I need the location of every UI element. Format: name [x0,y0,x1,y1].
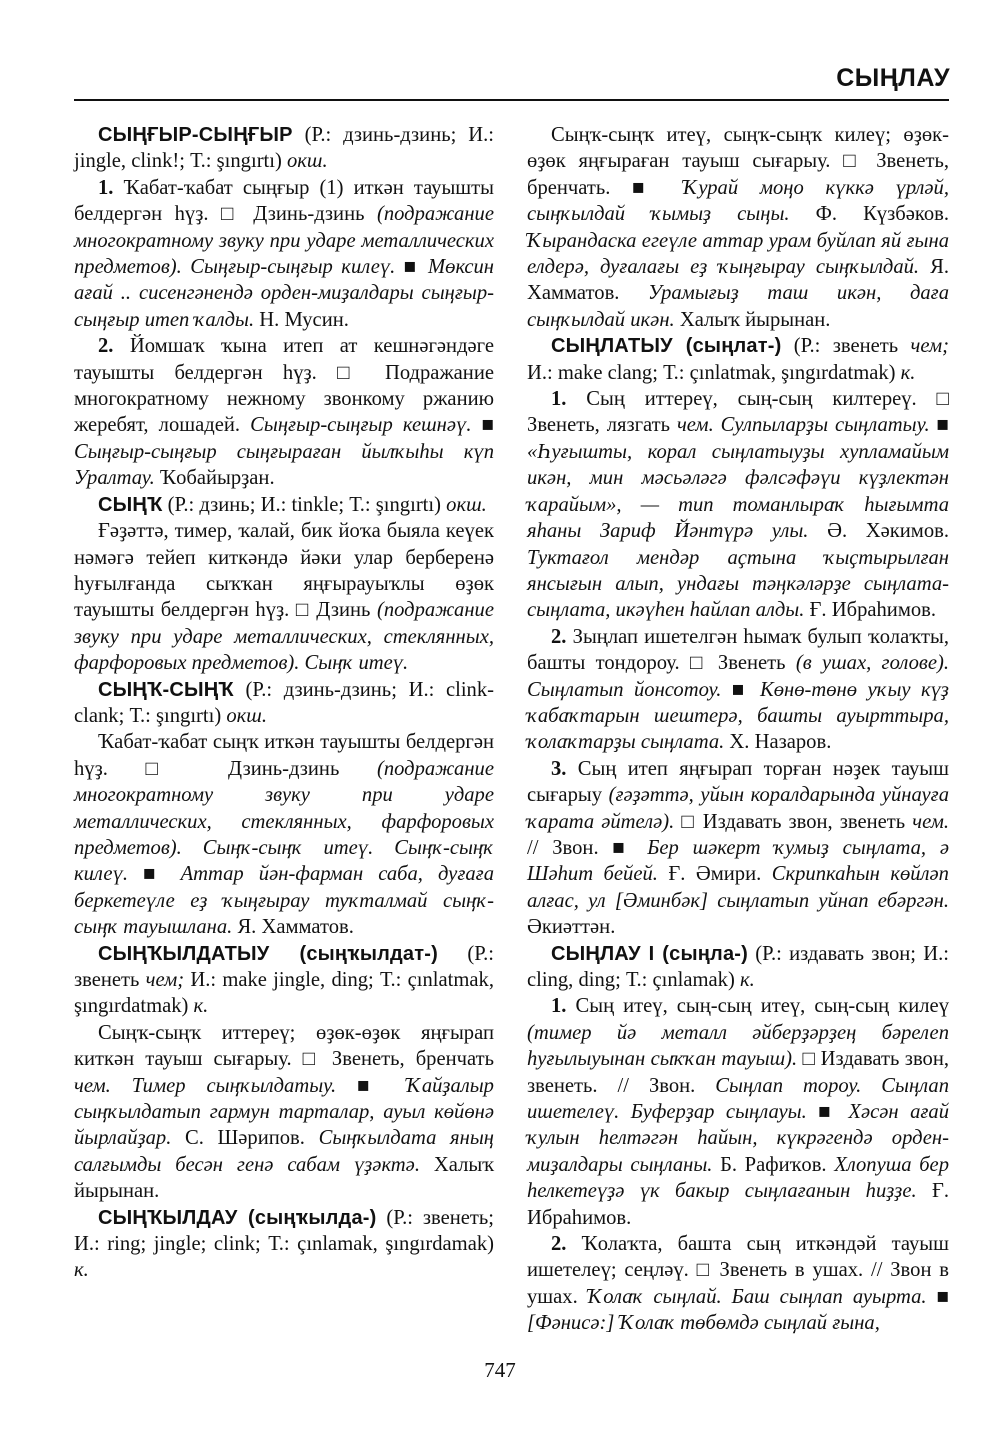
text-run: Ғ. Ибраһимов. [527,1180,949,1229]
italic-text: [Фәнисә:] Ҡолаҡ төбөмдә сыңлай ғына, [527,1312,880,1335]
text-run: Халыҡ йырынан. [674,308,831,331]
text-run: ■ [926,1285,950,1308]
sense-number: 1. [551,388,567,411]
text-run: Ҡабат-ҡабат сыңҡ иткән тауышты белдергән һүҙ. □ Дзинь-дзинь [74,731,494,780]
text-run: ■ [395,256,429,279]
text-run: С. Шәрипов. [171,1127,319,1150]
right-column [527,122,949,1337]
italic-text: чем. [912,810,949,833]
text-run: Сыңҡ-сыңҡ итеү, сыңҡ-сыңҡ килеү; өҙөк-өҙөк яңғыраған тауыш сығарыу. □ Звенеть, бренчать. ■ [527,124,949,199]
text-run: (Р.: дзинь-дзинь; И.: jingle, clink!; Т.: şıngırtı) [74,124,494,173]
text-run: Ф. Күзбәков. [789,203,949,226]
italic-text: Хлопуша бер һелкетеүҙә үк бакыр сыңлағанын һиҙҙе. [527,1153,949,1203]
italic-text: (ғәҙәттә, уйын коралдарында уйнауға ҡарата әйтелә). [527,784,949,833]
italic-text: (подражание звуку при ударе металлических, стеклянных, фарфоровых предметов). Сыңҡ итеү. [74,599,494,675]
text-run: Ғәҙәттә, тимер, ҡалай, бик йоҡа быяла кеүек нәмәгә тейеп киткәндә йәки улар берберенә һуғылғанда сыҡҡан яңғырауыҡлы өҙөк тауышты белдергән һүҙ. □ Дзинь [74,520,494,622]
text-run: Сың итеү, сың-сың итеү, сың-сың килеү [566,995,949,1018]
dictionary-entry-head [74,677,494,730]
text-run: (Р.: издавать звон; И.: cling, ding; Т.: çınlamak) [527,942,949,991]
dictionary-sense [74,518,494,676]
italic-text: Сыңғыр-сыңғыр сыңғыраған йылҡыһы күп Уралтау. [74,440,494,490]
headword: СЫҢҒЫР-СЫҢҒЫР [98,124,293,146]
italic-text: (подражание многократному звуку при ударе металлических предметов). Сыңғыр-сыңғыр килеү. [74,203,494,279]
running-head: СЫҢЛАУ [836,64,950,92]
text-run: Ғ. Әмири. [657,863,772,886]
dictionary-entry-head [527,941,949,994]
dictionary-sense [74,1020,494,1205]
italic-text: к. [193,995,209,1018]
italic-text: (подражание многократному звуку при ударе металлических, стеклянных, фарфоровых предметов). Сыңҡ-сыңҡ итеү. Сыңҡ-сыңҡ килеү. [74,757,494,886]
headword: СЫҢҠЫЛДАТЫУ (сыңҡылдат-) [98,942,438,965]
text-run: Я. Хамматов. [232,916,354,939]
text-run: Х. Назаров. [724,731,832,754]
text-run: □ Издавать звон, звенеть. // Звон. [527,1048,949,1097]
text-run: ■ [721,678,761,701]
italic-text: «Һуғышты, корал сыңлатыуҙы хупламайым икән, мин мәсьәләгә фәлсәфәүи күҙлектән ҡарайым», — тип томанлыраҡ һығымта яһаны Зариф Йәнтүрә улы. [527,440,949,543]
text-run: (Р.: звенеть; И.: ring; jingle; clink; Т.: çınlamak, şıngırdamak) [74,1206,495,1256]
text-run: Сыңҡ-сыңҡ иттереү; өҙөк-өҙөк яңғырап киткән тауыш сығарыу. □ Звенеть, бренчать [74,1021,494,1071]
sense-number: 1. [551,995,567,1018]
italic-text: Скрипкаһын көйләп алғас, ул [Әминбәк] сыңлатып уйнап ебәргән. [527,863,949,912]
italic-text: Бер шәкерт ҡумыҙ сыңлата, ә Шәһит бейей. [527,836,949,886]
left-column [74,122,494,1284]
dictionary-sense [74,333,494,491]
dictionary-entry-head [74,122,494,175]
italic-text: к. [74,1259,89,1282]
headword: СЫҢҠЫЛДАУ (сыңҡылда-) [98,1206,377,1229]
text-run: (Р.: дзинь-дзинь; И.: clink-clank; Т.: şıngırtı) [74,678,494,727]
italic-text: чем. Сулпыларҙы сыңлатыу. [676,414,930,437]
sense-number: 2. [551,625,567,648]
dictionary-sense [527,756,949,941]
italic-text: Хәсән ағай ҡулын һелтәгән һайын, күкрәгендә орден-миҙалдары сыңланы. [527,1101,950,1176]
text-run: (Р.: дзинь; И.: tinkle; Т.: şıngırtı) [162,493,447,516]
sense-number: 2. [551,1233,567,1256]
text-run: ■ [471,414,495,437]
text-run: Ҡобайырҙан. [154,467,275,490]
italic-text: Сыңҡылдата яның салғымды бесән генә сабам үҙәктә. [74,1127,494,1176]
dictionary-sense [527,1231,949,1337]
italic-text: чем; [145,969,185,991]
dictionary-sense [74,175,494,333]
text-run: // Звон. ■ [527,836,648,859]
italic-text: (тимер йә металл әйберҙәрҙең бәрелеп һуғылыуынан сыҡҡан тауыш). [527,1021,949,1071]
sense-number: 1. [98,176,114,199]
text-run: ■ [929,414,949,437]
text-run: Б. Рафиҡов. [712,1153,835,1176]
dictionary-sense [527,122,949,333]
header-rule [74,99,949,101]
italic-text: Аттар йән-фарман саба, дуғаға беркетеүле еҙ ҡыңғырау туҡталмай сыңҡ-сыңҡ тауышлана. [74,863,494,939]
dictionary-entry-head [74,492,494,518]
text-run: ■ [128,863,181,886]
text-run: (Р.: звенеть [74,942,494,991]
sense-number: 3. [551,757,567,780]
italic-text: к. [900,361,916,384]
text-run: (Р.: звенеть [781,335,911,358]
text-run: Йомшаҡ ҡына итеп ат кешнәгәндәге тауышты белдергән һүҙ. □ Подражание многократному нежному звонкому ржанию жеребят, лошадей. [74,335,494,437]
italic-text: Ҡурай моңо күккә үрләй, сыңҡылдай ҡымыҙ сыңы. [527,176,949,226]
italic-text: Сыңлап тороу. Сыңлап ишетелеү. Буферҙар сыңлауы. [527,1074,949,1124]
headword: СЫҢҠ [98,493,163,516]
dictionary-sense [527,993,949,1231]
text-run: Ҡабат-ҡабат сыңғыр (1) иткән тауышты белдергән һүҙ. □ Дзинь-дзинь [74,176,494,226]
text-run: Н. Мусин. [254,308,349,331]
italic-text: окш. [287,150,328,173]
text-run: Ғ. Ибраһимов. [804,599,937,622]
dictionary-sense [527,386,949,624]
dictionary-entry-head [527,333,949,386]
headword: СЫҢҠ-СЫҢҠ [98,678,234,701]
italic-text: Урамығыҙ таш икән, даға сыңҡылдай икән. [527,282,950,331]
page-number: 747 [484,1358,516,1382]
dictionary-sense [74,729,494,940]
italic-text: Ҡырандаска егеүле аттар урам буйлап яй ғына елдерә, дуғалағы еҙ ҡыңғырау сыңҡылдай. [527,229,949,279]
italic-text: Туктағол мендәр аҫтына ҡыҫтырылған янсығын алып, ундағы тәңкәләрҙе сыңлата-сыңлата, икәүһен һайлап алды. [527,546,949,622]
text-run: Зыңлап ишетелгән һымаҡ булып ҡолаҡты, башты тондороу. □ Звенеть [527,625,949,675]
text-run: Әкиәттән. [527,916,616,939]
dictionary-sense [527,624,949,756]
text-run: Сың итеп яңғырап торған нәҙек тауыш сығарыу [527,757,949,807]
italic-text: чем; [910,335,949,358]
text-run: ■ [336,1074,407,1097]
text-run: Я. Хамматов. [527,256,949,305]
dictionary-entry-head [74,1205,494,1284]
italic-text: (в ушах, голове). Сыңлатып йонсотоу. [527,652,949,701]
italic-text: окш. [446,493,487,516]
sense-number: 2. [98,335,114,358]
text-run: И.: make jingle, ding; Т.: çınlatmak, şıngırdatmak) [74,969,494,1018]
italic-text: Сыңғыр-сыңғыр кешнәү. [250,414,472,437]
text-run: Ә. Хәкимов. [808,520,949,543]
italic-text: к. [739,969,755,991]
dictionary-entry-head [74,941,494,1020]
italic-text: окш. [226,704,267,727]
text-run: Сың иттереү, сың-сың килтереү. □ Звенеть, лязгать [527,388,949,437]
italic-text: Мөксин ағай .. сисенгәнендә орден-миҙалдары сыңғыр-сыңғыр итеп ҡалды. [74,256,494,331]
headword: СЫҢЛАУ I (сыңла-) [551,942,748,965]
text-run: Ҡолаҡта, башта сың иткәндәй тауыш ишетелеү; сеңләү. □ Звенеть в ушах. // Звон в ушах. [527,1233,949,1308]
text-run: И.: make clang; Т.: çınlatmak, şıngırdatmak) [527,361,901,384]
text-run: □ Издавать звон, звенеть [674,810,913,833]
headword: СЫҢЛАТЫУ (сыңлат-) [551,335,782,358]
text-run: ■ [806,1101,849,1124]
text-run: Халыҡ йырынан. [74,1153,494,1203]
italic-text: Көнө-төнө уҡыу күҙ ҡабаҡтарын шештерә, башты ауырттыра, ҡолаҡтарҙы сыңлата. [527,678,949,754]
italic-text: Ҡайҙалыр сыңҡылдатып гармун тарталар, ауыл көйөнә йырлайҙар. [74,1074,494,1150]
italic-text: Ҡолаҡ сыңлай. Баш сыңлап ауырта. [587,1285,927,1308]
italic-text: чем. Тимер сыңҡылдатыу. [74,1074,337,1097]
